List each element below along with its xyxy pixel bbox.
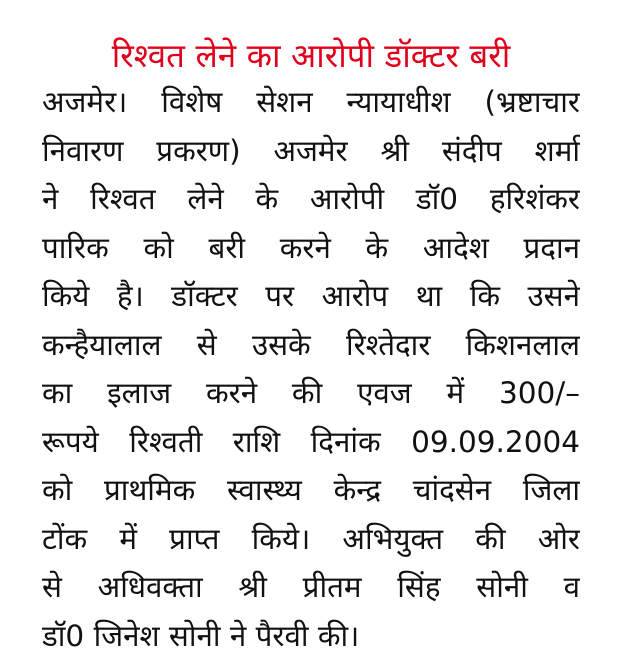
article-line: ने रिश्वत लेने के आरोपी डॉ0 हरिशंकर <box>42 182 580 216</box>
article-body <box>42 78 580 660</box>
article-line: रूपये रिश्वती राशि दिनांक 09.09.2004 <box>42 424 580 459</box>
article-line: से अधिवक्ता श्री प्रीतम सिंह सोनी व <box>42 570 580 604</box>
article-line: टोंक में प्राप्त किये। अभियुक्त की ओर <box>42 521 580 556</box>
article-line: पारिक को बरी करने के आदेश प्रदान <box>42 230 580 265</box>
article-line: निवारण प्रकरण) अजमेर श्री संदीप शर्मा <box>42 133 580 168</box>
headline: रिश्वत लेने का आरोपी डॉक्टर बरी <box>111 36 511 75</box>
article-line: को प्राथमिक स्वास्थ्य केन्द्र चांदसेन जिला <box>42 473 580 507</box>
article-line: किये है। डॉक्टर पर आरोप था कि उसने <box>42 279 580 313</box>
article-line: अजमेर। विशेष सेशन न्यायाधीश (भ्रष्टाचार <box>42 85 580 119</box>
article-line: कन्हैयालाल से उसके रिश्तेदार किशनलाल <box>42 327 580 362</box>
article-line: का इलाज करने की एवज में 300/– <box>42 376 580 410</box>
article-line: डॉ0 जिनेश सोनी ने पैरवी की। <box>42 618 360 653</box>
